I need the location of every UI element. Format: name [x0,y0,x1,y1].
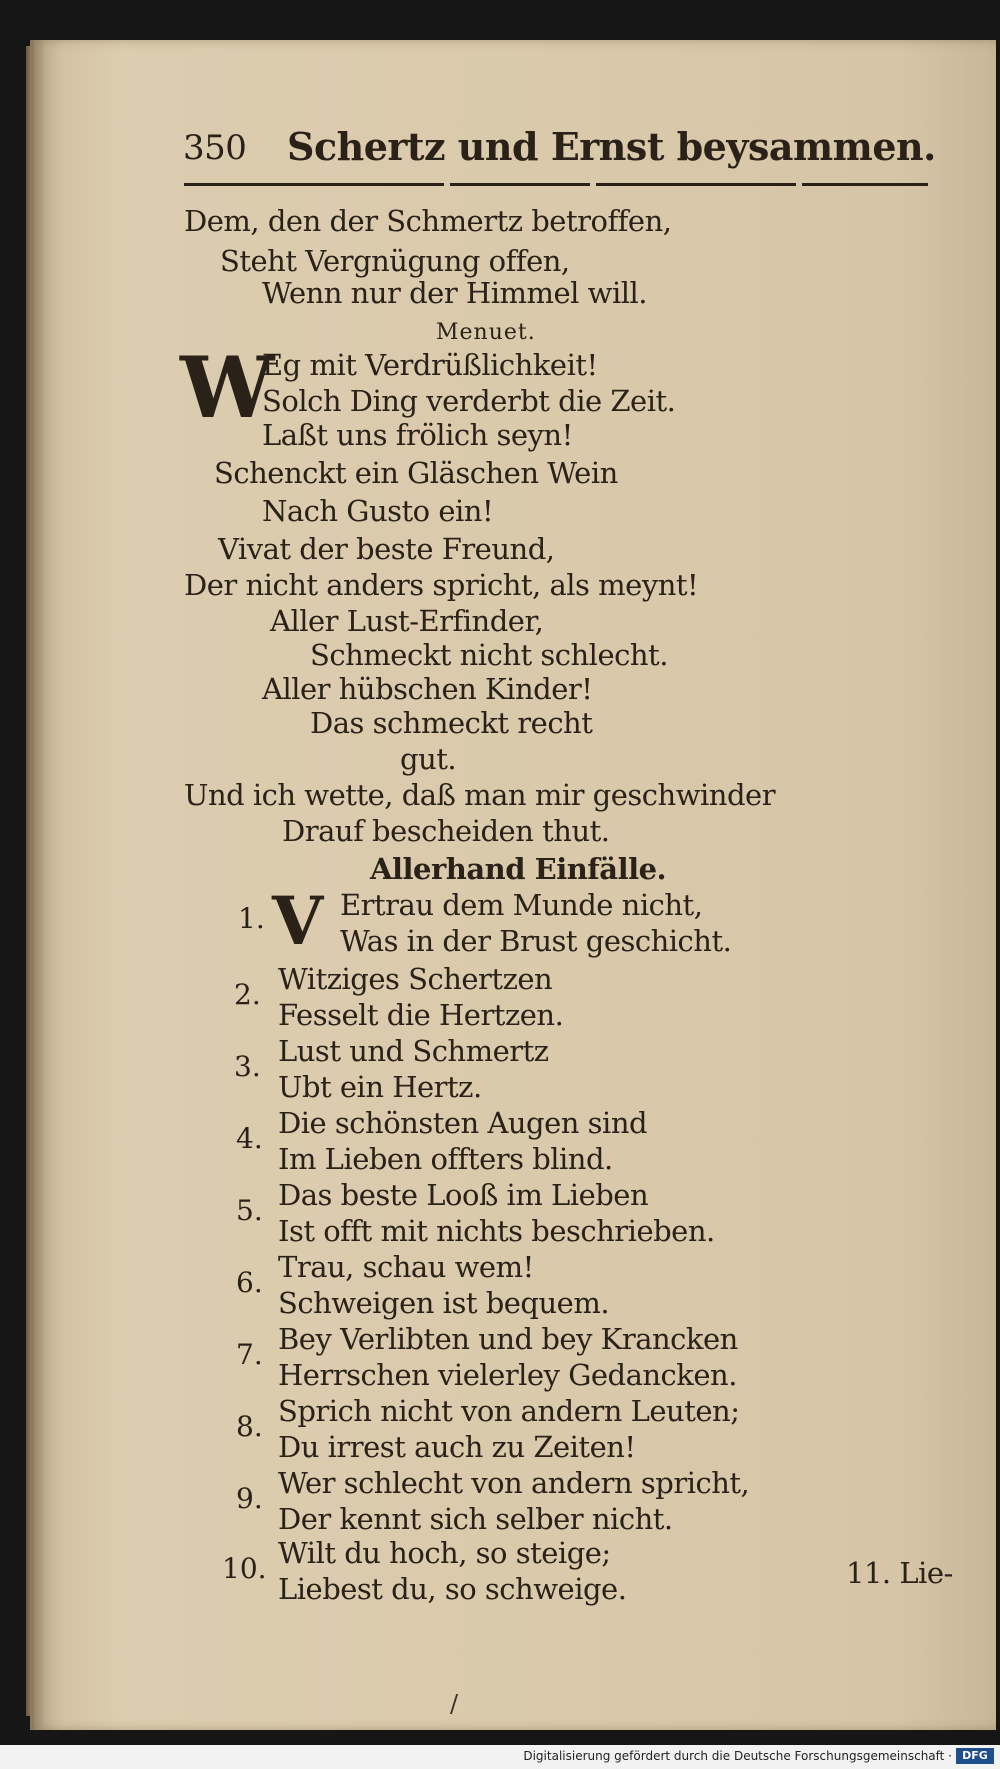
saying-line: Trau, schau wem! [278,1250,534,1284]
menuet-line: Vivat der beste Freund, [218,532,555,566]
saying-line: Wer schlecht von andern spricht, [278,1466,750,1500]
ink-mark: / [450,1690,459,1718]
poem-line: Dem, den der Schmertz betroffen, [184,204,672,238]
saying-line: Lust und Schmertz [278,1034,549,1068]
saying-number: 10. [222,1552,267,1585]
saying-line: Im Lieben offters blind. [278,1142,613,1176]
menuet-line: Nach Gusto ein! [262,494,494,528]
saying-line: Ubt ein Hertz. [278,1070,482,1104]
saying-number: 6. [236,1266,263,1299]
menuet-line: Aller hübschen Kinder! [262,672,593,706]
saying-line: Du irrest auch zu Zeiten! [278,1430,636,1464]
einfaelle-drop-cap: V [272,882,324,960]
header-rule-1 [184,183,444,186]
poem-line: Wenn nur der Himmel will. [262,276,648,310]
einfaelle-heading: Allerhand Einfälle. [370,852,667,886]
saying-number: 8. [236,1410,263,1443]
running-title: Schertz und Ernst beysammen. [287,124,936,169]
header-rule-4 [802,183,928,186]
saying-number: 9. [236,1482,263,1515]
footer-credit: Digitalisierung gefördert durch die Deutsche Forschungsgemeinschaft · [523,1749,952,1763]
saying-line: Die schönsten Augen sind [278,1106,648,1140]
saying-line: Schweigen ist bequem. [278,1286,610,1320]
menuet-line: Schmeckt nicht schlecht. [310,638,668,672]
header-rule-3 [596,183,796,186]
dfg-logo-icon: DFG [956,1748,994,1764]
saying-line: Das beste Looß im Lieben [278,1178,649,1212]
saying-line: Sprich nicht von andern Leuten; [278,1394,740,1428]
saying-line: Witziges Schertzen [278,962,553,996]
header-rule-2 [450,183,590,186]
saying-line: Bey Verlibten und bey Krancken [278,1322,738,1356]
saying-line: Wilt du hoch, so steige; [278,1536,611,1570]
saying-line: Was in der Brust geschicht. [340,924,732,958]
menuet-line: Der nicht anders spricht, als meynt! [184,568,699,602]
saying-number: 1. [238,902,265,935]
menuet-line: Und ich wette, daß man mir geschwinder [184,778,776,812]
menuet-line: Das schmeckt recht [310,706,593,740]
menuet-line: Laßt uns frölich seyn! [262,418,573,452]
saying-line: Ist offt mit nichts beschrieben. [278,1214,715,1248]
saying-number: 7. [236,1338,263,1371]
menuet-line: Aller Lust-Erfinder, [270,604,544,638]
saying-number: 2. [234,978,261,1011]
menuet-line: Schenckt ein Gläschen Wein [214,456,618,490]
menuet-line: Eg mit Verdrüßlichkeit! [262,348,598,382]
menuet-drop-cap: W [180,338,275,437]
saying-line: Liebest du, so schweige. [278,1572,627,1606]
menuet-line: Drauf bescheiden thut. [282,814,610,848]
catchword: 11. Lie- [846,1556,953,1590]
page-number: 350 [183,128,247,168]
saying-line: Herrschen vielerley Gedancken. [278,1358,737,1392]
menuet-line: Solch Ding verderbt die Zeit. [262,384,676,418]
saying-number: 5. [236,1194,263,1227]
saying-number: 3. [234,1050,261,1083]
menuet-line: gut. [400,742,457,776]
menuet-heading: Menuet. [436,320,536,345]
saying-line: Fesselt die Hertzen. [278,998,564,1032]
digitization-footer [0,1745,1000,1769]
saying-line: Der kennt sich selber nicht. [278,1502,673,1536]
saying-number: 4. [236,1122,263,1155]
saying-line: Ertrau dem Munde nicht, [340,888,703,922]
poem-line: Steht Vergnügung offen, [220,244,570,278]
